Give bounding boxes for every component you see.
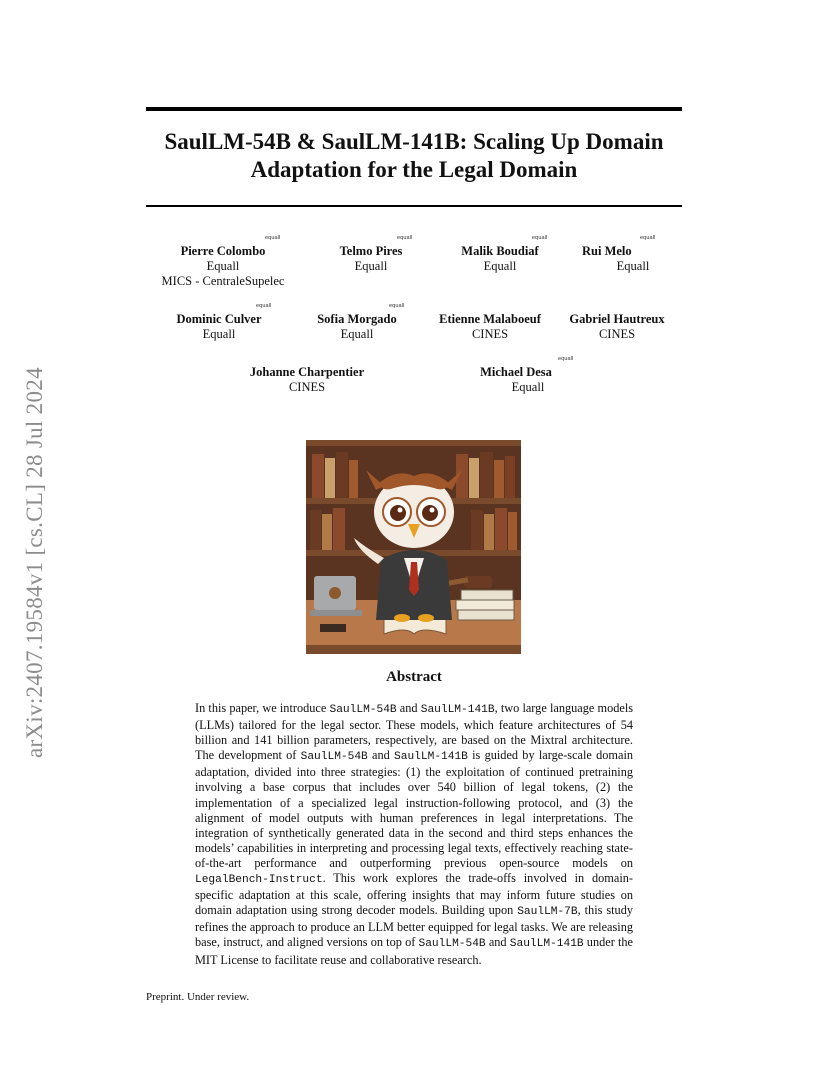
author-name: Etienne Malaboeuf bbox=[439, 312, 541, 326]
author-gabriel-hautreux bbox=[561, 312, 673, 342]
abstract-heading: Abstract bbox=[386, 669, 442, 685]
author-affiliation-2: MICS - CentraleSupelec bbox=[161, 274, 285, 288]
author-affiliation: Equall bbox=[616, 259, 650, 273]
abstract-text bbox=[195, 701, 633, 968]
author-name: Johanne Charpentier bbox=[249, 365, 365, 379]
author-affiliation: Equall bbox=[202, 327, 236, 341]
abstract-text-segment: , two large language models (LLMs) tailored for the legal sector. These models, which feature architectures of 54 billion and 141 billion parameters, respectively, are based on the Mixtral architecture. The development of bbox=[195, 701, 634, 763]
author-dominic-culver bbox=[152, 312, 286, 342]
laptop-icon bbox=[310, 576, 362, 616]
author-name: Michael Desa bbox=[480, 365, 552, 379]
title-line-1: SaulLM-54B & SaulLM-141B: Scaling Up Domain bbox=[164, 129, 664, 154]
equall-logo: equall bbox=[532, 235, 548, 241]
title-bottom-rule bbox=[146, 205, 682, 207]
equall-logo: equall bbox=[256, 303, 272, 309]
author-affiliation: Equall bbox=[206, 259, 240, 273]
author-name: Gabriel Hautreux bbox=[569, 312, 665, 326]
equall-logo: equall bbox=[558, 356, 574, 362]
author-name: Malik Boudiaf bbox=[461, 244, 539, 258]
author-pierre-colombo bbox=[158, 244, 288, 289]
equall-logo: equall bbox=[640, 235, 656, 241]
abstract-text-segment: and bbox=[485, 935, 510, 950]
author-name: Telmo Pires bbox=[339, 244, 403, 258]
model-name: SaulLM-54B bbox=[329, 704, 397, 716]
author-name: Dominic Culver bbox=[176, 312, 262, 326]
abstract-text-segment: under the MIT License to facilitate reuse and collaborative research. bbox=[195, 935, 634, 967]
author-telmo-pires bbox=[311, 244, 431, 274]
title-line-2: Adaptation for the Legal Domain bbox=[250, 157, 578, 182]
abstract-text-segment: and bbox=[396, 701, 421, 715]
author-name: Pierre Colombo bbox=[180, 244, 266, 258]
author-affiliation: CINES bbox=[471, 327, 509, 341]
author-affiliation: Equall bbox=[511, 380, 545, 394]
abstract-text-segment: In this paper, we introduce bbox=[195, 701, 330, 715]
preprint-footer: Preprint. Under review. bbox=[146, 991, 250, 1003]
author-affiliation: Equall bbox=[354, 259, 388, 273]
benchmark-name: LegalBench-Instruct bbox=[195, 874, 323, 887]
model-name: SaulLM-141B bbox=[509, 938, 584, 951]
model-name: SaulLM-141B bbox=[420, 704, 495, 716]
equall-logo: equall bbox=[389, 303, 405, 309]
abstract-text-segment: . This work explores the trade-offs involved in domain-specific adaptation at this scale, offering insights that may inform future studies on domain adaptation using strong decoder models. Building upon bbox=[195, 871, 633, 918]
author-affiliation: CINES bbox=[598, 327, 636, 341]
author-sofia-morgado bbox=[293, 312, 421, 342]
model-name: SaulLM-141B bbox=[394, 751, 468, 764]
equall-logo: equall bbox=[397, 235, 413, 241]
model-name: SaulLM-54B bbox=[418, 938, 486, 951]
author-rui-melo bbox=[572, 244, 672, 274]
paper-title bbox=[146, 128, 682, 184]
abstract-text-segment: is guided by large-scale domain adaptation, divided into three strategies: (1) the exploitation of continued pretraining involving a base corpus that includes over 540 billion of legal tokens, (2) the implementation of a specialized legal instruction-following protocol, and (3) the alignment of model outputs with human preferences in legal interpretations. The integration of synthetically generated data in the second and third steps enhances the models’ capabilities in interpreting and processing legal texts, effectively reaching state-of-the-art performance and outperforming previous open-source models on bbox=[195, 748, 634, 870]
book-stack-icon bbox=[456, 590, 514, 620]
arxiv-identifier: arXiv:2407.19584v1 [cs.CL] 28 Jul 2024 bbox=[22, 367, 47, 758]
abstract-text-segment: , this study refines the approach to produce an LLM better equipped for legal tasks. We are releasing base, instruct, and aligned versions on top of bbox=[195, 903, 633, 950]
model-name: SaulLM-7B bbox=[517, 906, 578, 919]
author-affiliation: Equall bbox=[340, 327, 374, 341]
author-malik-boudiaf bbox=[436, 244, 564, 274]
title-top-rule bbox=[146, 107, 682, 111]
abstract-text-segment: and bbox=[367, 748, 395, 763]
author-etienne-malaboeuf bbox=[429, 312, 551, 342]
author-michael-desa bbox=[466, 365, 566, 395]
author-name: Rui Melo bbox=[582, 244, 632, 258]
author-affiliation: Equall bbox=[483, 259, 517, 273]
equall-logo: equall bbox=[265, 235, 281, 241]
owl-lawyer-illustration bbox=[306, 440, 521, 654]
author-johanne-charpentier bbox=[237, 365, 377, 395]
author-affiliation: CINES bbox=[288, 380, 326, 394]
phone-icon bbox=[320, 624, 346, 632]
model-name: SaulLM-54B bbox=[300, 751, 368, 764]
author-name: Sofia Morgado bbox=[317, 312, 397, 326]
